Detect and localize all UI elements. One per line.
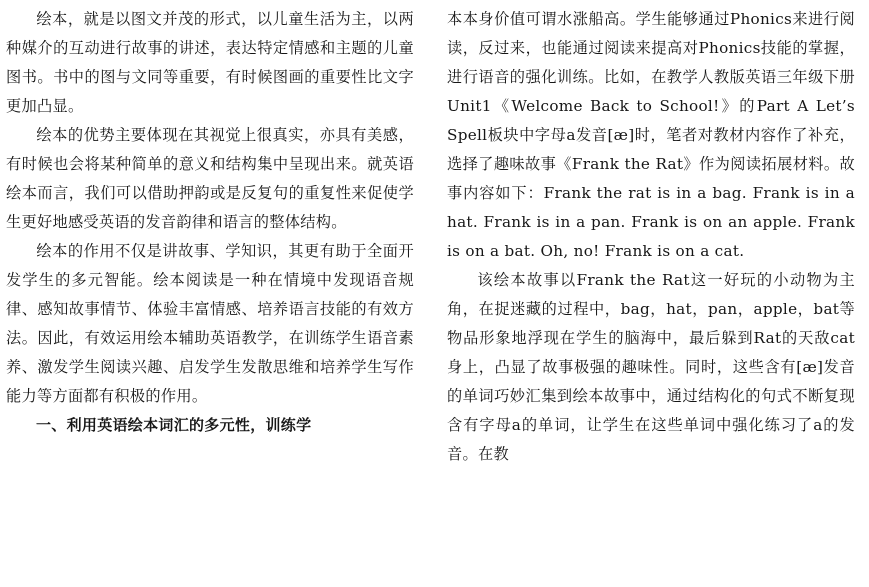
paragraph-phonics-example: 本本身价值可谓水涨船高。学生能够通过Phonics来进行阅读，反过来，也能通过阅读来提高对Phonics技能的掌握，进行语音的强化训练。比如，在教学人教版英语三年级下册Unit1《Welcome Back to School!》的Part A Let’s Spell板块中字母a发音[æ]时，笔者对教材内容作了补充，选择了趣味故事《Frank the Rat》作为阅读拓展材料。故事内容如下：Frank the rat is in a bag. Frank is in a hat. Frank is in a pan. Frank is on an apple. Frank is on a bat. Oh, no! Frank is on a cat.	[447, 10, 855, 260]
left-column	[6, 5, 414, 440]
paragraph-story-analysis: 该绘本故事以Frank the Rat这一好玩的小动物为主角，在捉迷藏的过程中，bag，hat，pan，apple，bat等物品形象地浮现在学生的脑海中，最后躲到Rat的天敌cat身上，凸显了故事极强的趣味性。同时，这些含有[æ]发音的单词巧妙汇集到绘本故事中，通过结构化的句式不断复现含有字母a的单词，让学生在这些单词中强化练习了a的发音。在教	[447, 271, 855, 463]
right-column	[447, 5, 855, 469]
paragraph-picture-book-definition: 绘本，就是以图文并茂的形式，以儿童生活为主，以两种媒介的互动进行故事的讲述，表达特定情感和主题的儿童图书。书中的图与文同等重要，有时候图画的重要性比文字更加凸显。	[6, 10, 414, 115]
paragraph-picture-book-advantages: 绘本的优势主要体现在其视觉上很真实，亦具有美感，有时候也会将某种简单的意义和结构集中呈现出来。就英语绘本而言，我们可以借助押韵或是反复句的重复性来促使学生更好地感受英语的发音韵律和语言的整体结构。	[6, 126, 414, 231]
section-heading: 一、利用英语绘本词汇的多元性，训练学	[36, 416, 312, 434]
paragraph-picture-book-functions: 绘本的作用不仅是讲故事、学知识，其更有助于全面开发学生的多元智能。绘本阅读是一种在情境中发现语音规律、感知故事情节、体验丰富情感、培养语言技能的有效方法。因此，有效运用绘本辅助英语教学，在训练学生语音素养、激发学生阅读兴趣、启发学生发散思维和培养学生写作能力等方面都有积极的作用。	[6, 242, 414, 405]
